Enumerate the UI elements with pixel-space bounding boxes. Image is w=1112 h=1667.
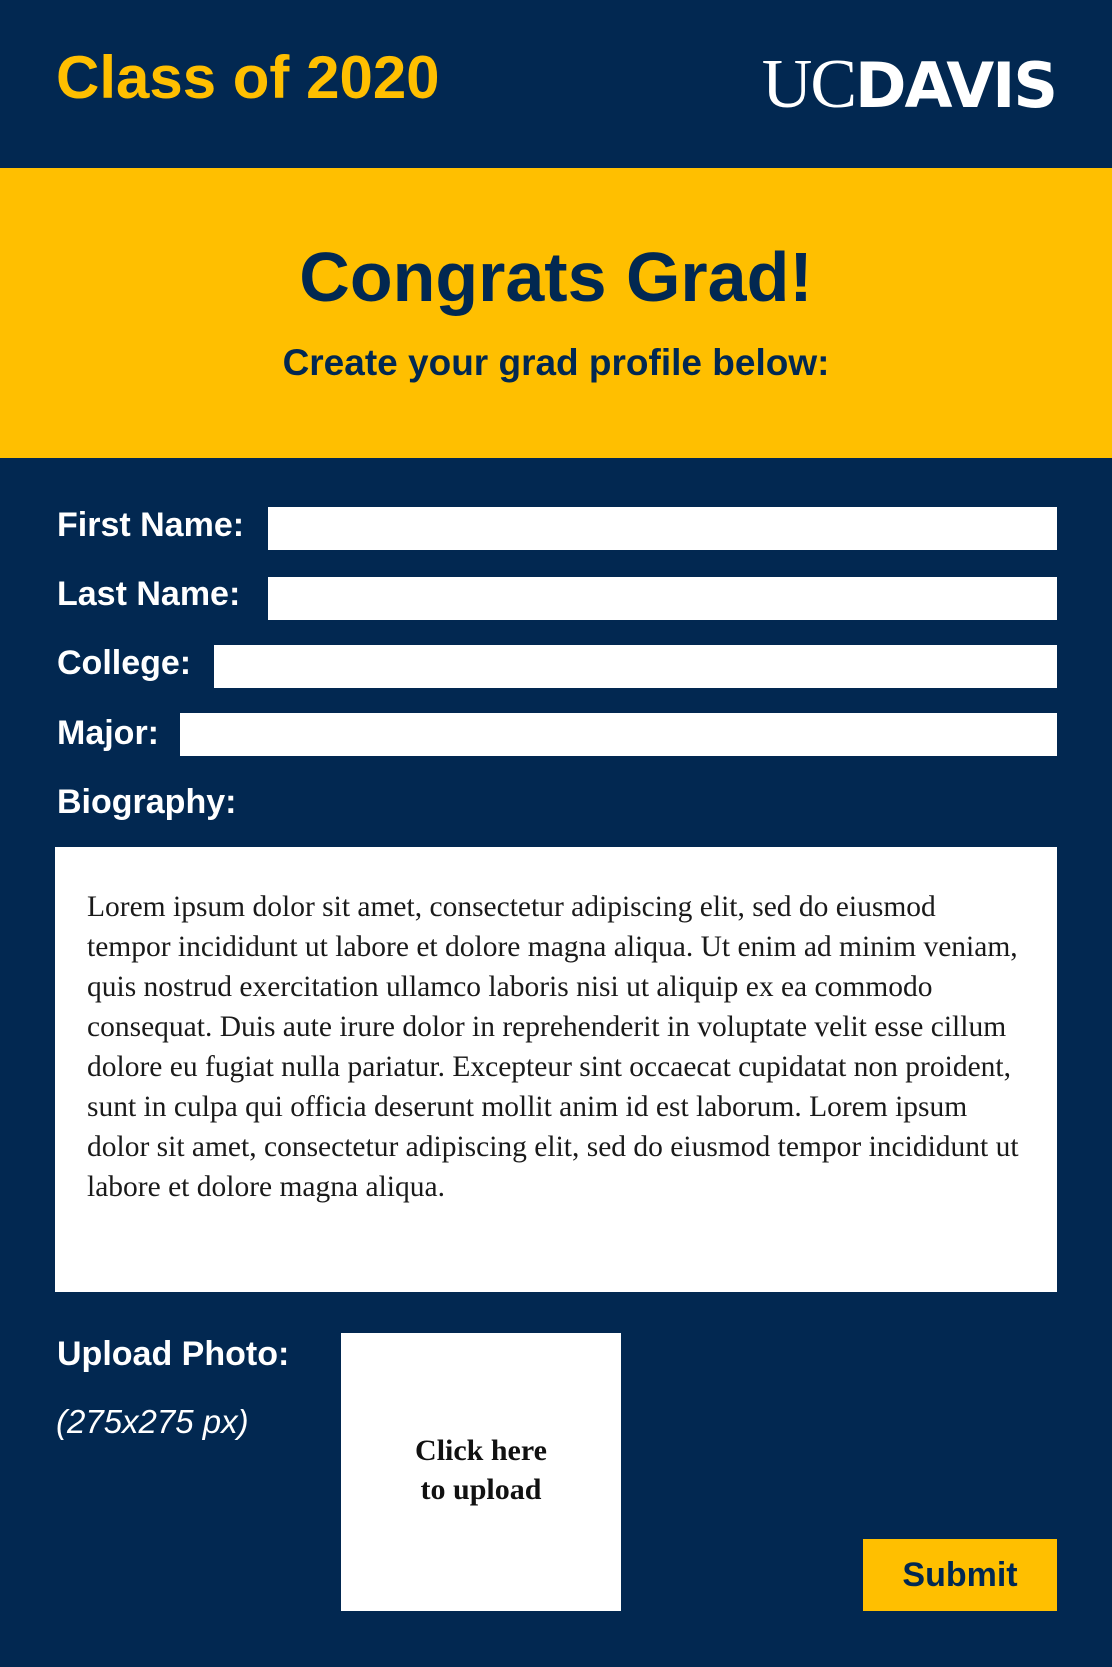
class-title: Class of 2020 [56,44,440,111]
upload-size-hint: (275x275 px) [56,1403,249,1440]
submit-button[interactable]: Submit [863,1539,1057,1611]
first-name-field[interactable] [268,507,1057,550]
biography-label: Biography: [57,783,237,821]
congrats-banner [0,168,1112,458]
uc-davis-logo [761,46,1056,123]
banner-subtitle: Create your grad profile below: [282,342,830,383]
last-name-label: Last Name: [57,575,241,613]
last-name-field[interactable] [268,577,1057,620]
major-field[interactable] [180,713,1057,756]
upload-photo-label: Upload Photo: [57,1335,290,1373]
upload-button-label: Click here to upload [415,1434,547,1506]
college-label: College: [57,644,192,682]
photo-upload-button[interactable] [341,1333,621,1611]
college-field[interactable] [214,645,1057,688]
logo-uc-text: UC [761,46,856,123]
banner-title: Congrats Grad! [299,238,813,316]
major-label: Major: [57,714,159,752]
biography-field[interactable]: Lorem ipsum dolor sit amet, consectetur adipiscing elit, sed do eiusmod tempor incididunt ut labore et dolore magna aliqua. Ut enim ad minim veniam, quis nostrud exercitation ullamco laboris nisi ut aliquip ex ea commodo consequat. Duis aute irure dolor in reprehenderit in voluptate velit esse cillum dolore eu fugiat nulla pariatur. Excepteur sint occaecat cupidatat non proident, sunt in culpa qui officia deserunt mollit anim id est laborum. Lorem ipsum dolor sit amet, consectetur adipiscing elit, sed do eiusmod tempor incididunt ut labore et dolore magna aliqua. [55,847,1057,1292]
page-header [0,0,1112,168]
first-name-label: First Name: [57,506,245,544]
logo-davis-text: DAVIS [855,49,1056,122]
